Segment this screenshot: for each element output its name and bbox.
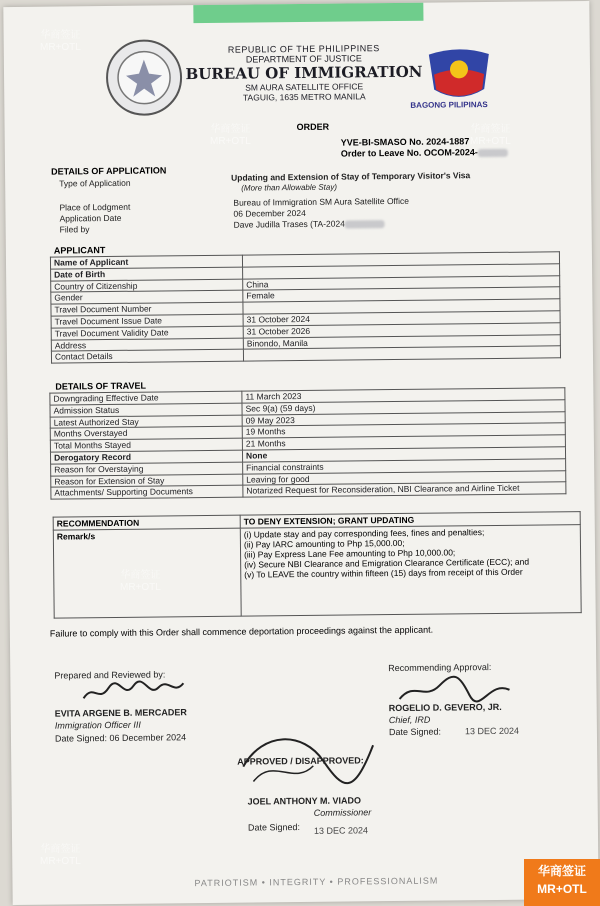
republic-line: REPUBLIC OF THE PHILIPPINES [227,43,380,55]
approval-label: APPROVED / DISAPPROVED: [237,755,364,767]
application-heading: DETAILS OF APPLICATION [50,165,167,177]
watermark [470,124,511,148]
row-value: 19 Months [242,423,565,438]
remark-item: (iv) Secure NBI Clearance and Emigration Clearance Certificate (ECC); and [244,556,530,570]
prepared-date: Date Signed: 06 December 2024 [54,732,187,744]
row-label: Travel Document Validity Date [51,326,243,340]
row-value: Notarized Request for Reconsideration, NBI Clearance and Airline Ticket [243,482,566,497]
prepared-signature-icon [78,677,188,706]
row-label: Travel Document Issue Date [51,314,243,328]
commissioner-name: JOEL ANTHONY M. VIADO [247,795,362,807]
filed-by-label: Filed by [59,224,90,235]
watermark-line: MR+OTL [120,582,161,593]
remarks-label: Remark/s [53,528,241,618]
row-value: Sec 9(a) (59 days) [242,400,565,415]
row-label: Travel Document Number [51,302,243,316]
remark-item: (v) To LEAVE the country within fifteen (15) days from receipt of this Order [244,566,523,580]
applicant-heading: APPLICANT [53,245,106,256]
green-tape [193,3,423,23]
watermark-line: MR+OTL [210,136,251,147]
row-value: 21 Months [242,435,565,450]
watermark-line: 华商签证 [210,124,251,135]
row-label: Total Months Stayed [50,438,242,452]
row-label: Latest Authorized Stay [50,415,242,429]
row-label: Date of Birth [51,267,243,281]
watermark-badge-line: 华商签证 [537,864,586,878]
travel-table [49,387,566,500]
watermark-line: MR+OTL [40,42,81,53]
recommending-label: Recommending Approval: [388,662,492,674]
row-value: Female [243,287,560,302]
travel-heading: DETAILS OF TRAVEL [55,380,147,392]
recommending-name: ROGELIO D. GEVERO, JR. [388,701,502,714]
remarks-list [240,525,581,617]
recommendation-table [53,511,582,619]
watermark [40,30,81,54]
prepared-label: Prepared and Reviewed by: [54,669,166,681]
row-value [243,346,560,361]
application-date-value: 06 December 2024 [233,207,306,219]
watermark-line: 华商签证 [40,844,81,855]
letterhead [184,43,425,104]
remark-item: (ii) Pay IARC amounting to Php 15,000.00; [243,537,405,550]
row-label: Months Overstayed [50,427,242,441]
prepared-name: EVITA ARGENE B. MERCADER [54,707,187,719]
row-value: Financial constraints [243,459,566,474]
filed-by-text: Dave Judilla Trases (TA-2024 [233,218,345,230]
remark-item: (iii) Pay Express Lane Fee amounting to Php 10,000.00; [244,547,456,560]
commissioner-title: Commissioner [313,807,372,818]
application-type-note: (More than Allowable Stay) [241,182,338,193]
order-ref-number: YVE-BI-SMASO No. 2024-1887 [340,136,470,148]
watermark-line: 华商签证 [40,30,81,41]
order-leave-number: Order to Leave No. OCOM-2024- [340,147,478,159]
commissioner-signature-icon [233,725,394,807]
filed-by-value [234,218,385,230]
commissioner-date-stamp: 13 DEC 2024 [313,825,369,836]
application-type-value: Updating and Extension of Stay of Temporary Visitor's Visa [231,170,471,183]
row-label: Reason for Extension of Stay [51,474,243,488]
watermark-line: MR+OTL [40,856,81,867]
footer-motto: PATRIOTISM • INTEGRITY • PROFESSIONALISM [194,875,439,889]
watermark [210,124,251,148]
watermark-badge-line: MR+OTL [537,882,587,896]
watermark [40,844,81,868]
row-label: Contact Details [51,349,243,363]
row-value: 11 March 2023 [242,388,565,403]
office-address: TAGUIG, 1635 METRO MANILA [242,91,366,103]
row-value: China [243,275,560,290]
application-date-label: Application Date [59,212,122,224]
department-line: DEPARTMENT OF JUSTICE [245,53,362,65]
row-label: Address [51,338,243,352]
bureau-seal-icon [104,37,185,118]
row-label: Downgrading Effective Date [50,391,242,405]
row-label: Admission Status [50,403,242,417]
recommending-title: Chief, IRD [388,714,431,726]
watermark-line: MR+OTL [470,136,511,147]
row-label: Gender [51,290,243,304]
redaction [345,220,385,228]
applicant-table [50,251,561,364]
recommending-date-stamp: 13 DEC 2024 [464,725,520,737]
redaction [478,148,508,156]
row-value: 09 May 2023 [242,411,565,426]
bagong-pilipinas-text: BAGONG PILIPINAS [410,100,488,110]
row-label: Attachments/ Supporting Documents [51,485,243,499]
row-value: None [242,447,565,462]
failure-notice: Failure to comply with this Order shall commence deportation proceedings against the applicant. [49,624,434,639]
row-label: Country of Citizenship [51,279,243,293]
lodgment-value: Bureau of Immigration SM Aura Satellite Office [233,195,410,208]
order-title: ORDER [296,121,330,133]
office-name: SM AURA SATELLITE OFFICE [245,81,364,93]
prepared-title: Immigration Officer III [54,719,141,731]
row-label: Derogatory Record [50,450,242,464]
lodgment-label: Place of Lodgment [59,201,131,213]
application-type-label: Type of Application [59,177,131,189]
watermark [120,570,161,594]
watermark-line: 华商签证 [120,570,161,581]
row-value: 31 October 2026 [243,323,560,338]
watermark-badge [524,859,600,906]
recommendation-value: TO DENY EXTENSION; GRANT UPDATING [240,512,580,529]
row-value: Binondo, Manila [243,334,560,349]
recommending-date-label: Date Signed: [388,726,442,738]
row-value: 31 October 2024 [243,311,560,326]
row-label: Name of Applicant [50,255,242,269]
bureau-name: BUREAU OF IMMIGRATION [185,62,423,84]
recommendation-label: RECOMMENDATION [53,515,240,530]
commissioner-date-label: Date Signed: [247,822,301,833]
row-label: Reason for Overstaying [51,462,243,476]
watermark-line: 华商签证 [470,124,511,135]
row-value: Leaving for good [243,470,566,485]
remark-item: (i) Update stay and pay corresponding fees, fines and penalties; [243,527,485,540]
